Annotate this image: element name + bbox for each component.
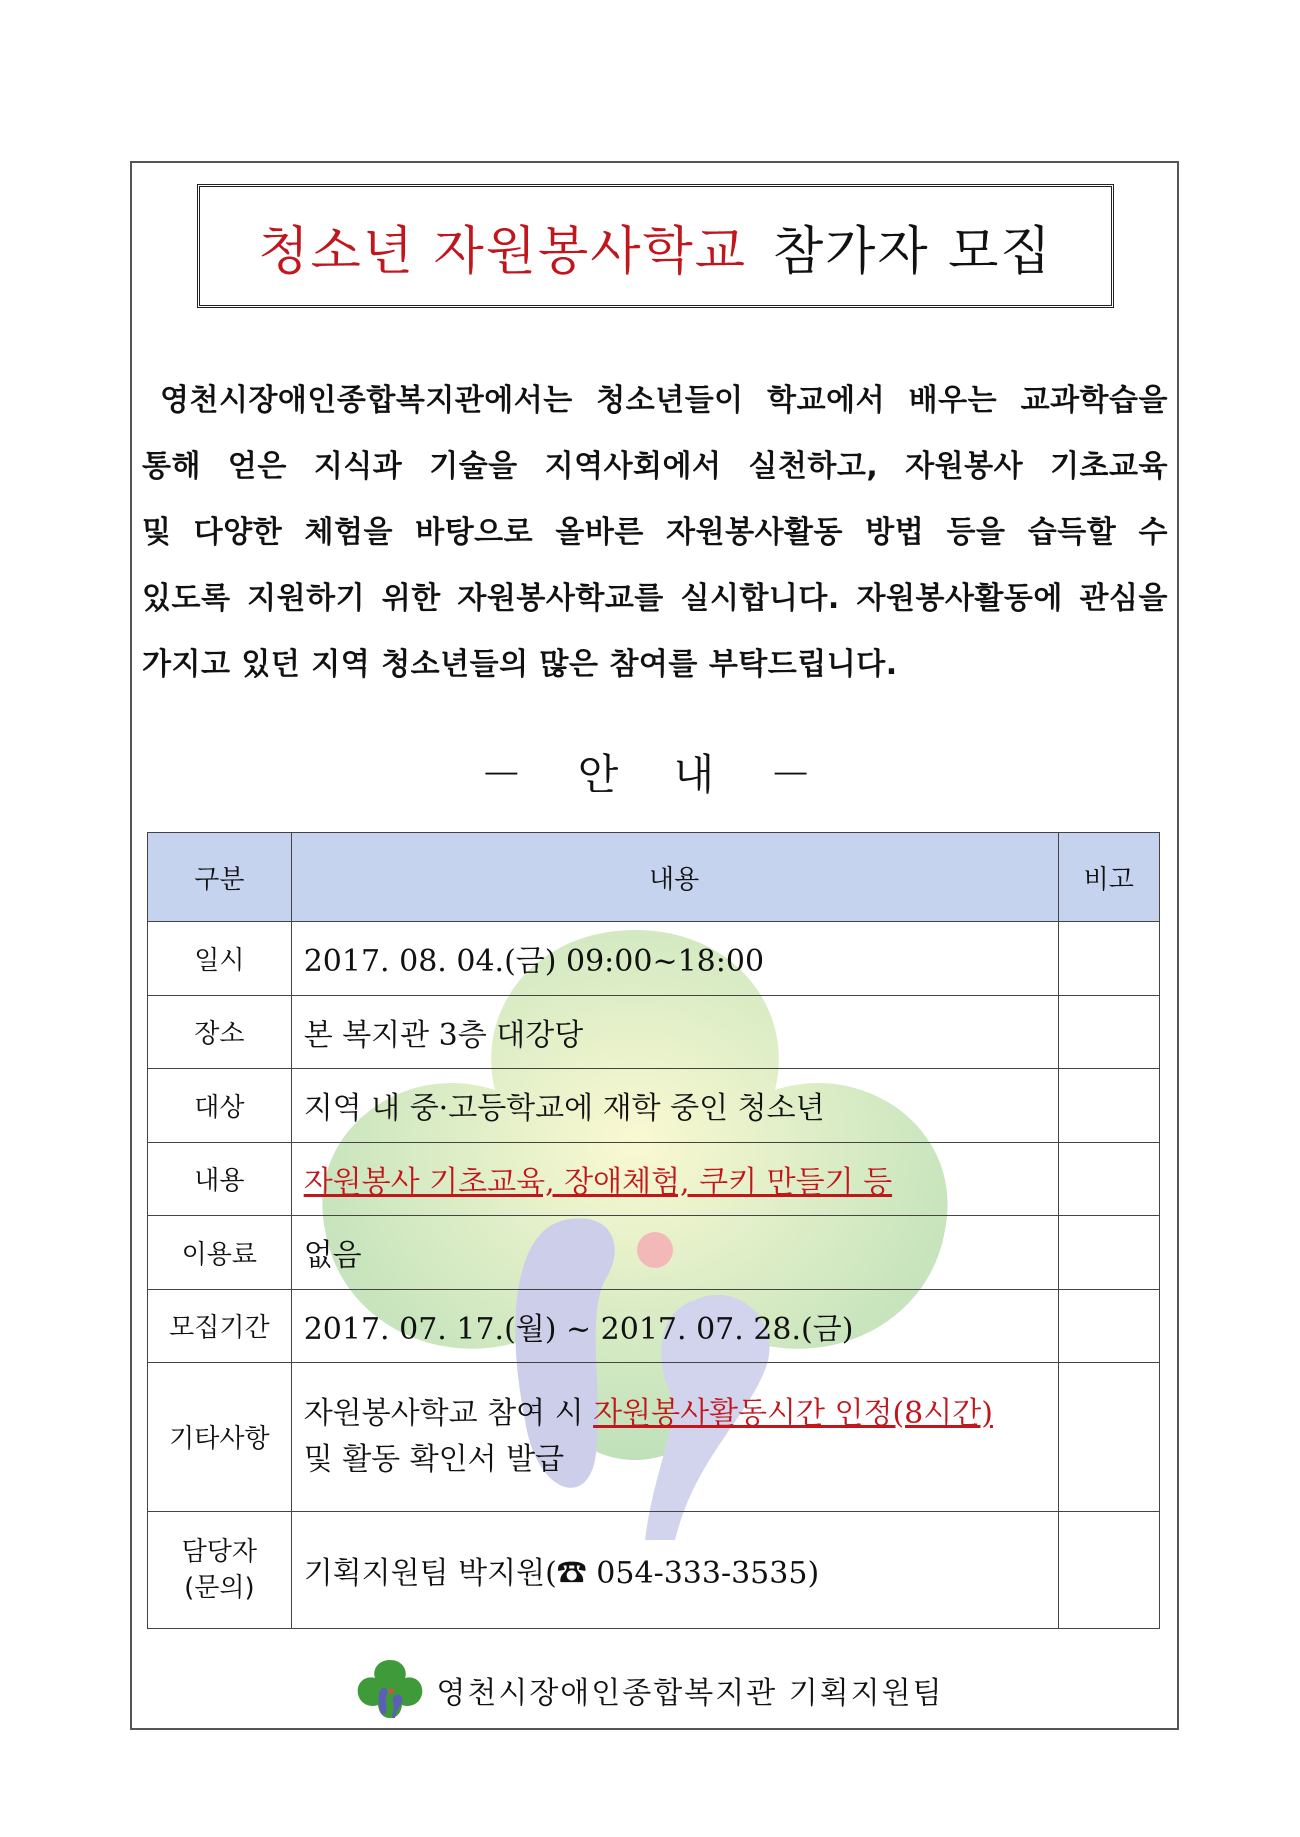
info-table — [147, 832, 1160, 1629]
intro-line: 통해 얻은 지식과 기술을 지역사회에서 실천하고, 자원봉사 기초교육 — [142, 449, 1168, 484]
header-note: 비고 — [1058, 833, 1159, 922]
table-row — [148, 1289, 1160, 1363]
table-header-row — [148, 833, 1160, 922]
row-label: 모집기간 — [148, 1289, 292, 1363]
table-row — [148, 1069, 1160, 1143]
row-content: 없음 — [291, 1216, 1058, 1290]
row-content: 2017. 08. 04.(금) 09:00~18:00 — [291, 922, 1058, 996]
row-note — [1058, 1363, 1159, 1512]
row-content: 본 복지관 3층 대강당 — [291, 995, 1058, 1069]
intro-line: 있도록 지원하기 위한 자원봉사학교를 실시합니다. 자원봉사활동에 관심을 — [142, 581, 1168, 616]
row-label: 담당자 — [181, 1536, 258, 1567]
row-label-cell — [148, 1511, 292, 1628]
row-note — [1058, 1216, 1159, 1290]
table-row — [148, 1363, 1160, 1512]
row-note — [1058, 995, 1159, 1069]
row-label: 일시 — [148, 922, 292, 996]
table-row — [148, 922, 1160, 996]
row-content: 지역 내 중·고등학교에 재학 중인 청소년 — [291, 1069, 1058, 1143]
footer-org-name: 영천시장애인종합복지관 기획지원팀 — [436, 1676, 944, 1711]
row-note — [1058, 1511, 1159, 1628]
footer — [0, 1658, 1300, 1722]
table-row — [148, 1511, 1160, 1628]
intro-paragraph — [142, 368, 1168, 698]
row-label: 내용 — [148, 1142, 292, 1216]
table-row — [148, 1216, 1160, 1290]
row-note — [1058, 922, 1159, 996]
row-content: 자원봉사 기초교육, 장애체험, 쿠키 만들기 등 — [303, 1164, 893, 1200]
row-content-highlight: 자원봉사활동시간 인정(8시간) — [593, 1395, 993, 1431]
table-row — [148, 1142, 1160, 1216]
row-label: (문의) — [184, 1572, 255, 1603]
row-label: 이용료 — [148, 1216, 292, 1290]
row-content: 기획지원팀 박지원(☎ 054-333-3535) — [291, 1511, 1058, 1628]
row-content: 2017. 07. 17.(월) ~ 2017. 07. 28.(금) — [291, 1289, 1058, 1363]
row-label: 장소 — [148, 995, 292, 1069]
table-row — [148, 995, 1160, 1069]
row-note — [1058, 1069, 1159, 1143]
row-label: 기타사항 — [148, 1363, 292, 1512]
row-content: 자원봉사학교 참여 시 — [303, 1395, 594, 1431]
row-label: 대상 — [148, 1069, 292, 1143]
clover-person-logo-icon — [356, 1658, 424, 1722]
row-content: 및 활동 확인서 발급 — [303, 1441, 565, 1477]
row-content-cell — [291, 1142, 1058, 1216]
header-content: 내용 — [291, 833, 1058, 922]
intro-line: 가지고 있던 지역 청소년들의 많은 참여를 부탁드립니다. — [142, 647, 898, 682]
title-highlight: 청소년 자원봉사학교 — [258, 221, 747, 282]
title-rest: 참가자 모집 — [772, 221, 1053, 282]
intro-line: 및 다양한 체험을 바탕으로 올바른 자원봉사활동 방법 등을 습득할 수 — [142, 515, 1168, 550]
header-category: 구분 — [148, 833, 292, 922]
row-content-cell — [291, 1363, 1058, 1512]
row-note — [1058, 1142, 1159, 1216]
intro-line: 영천시장애인종합복지관에서는 청소년들이 학교에서 배우는 교과학습을 — [160, 383, 1168, 418]
page-title — [197, 184, 1114, 308]
section-heading: － 안 내 － — [480, 750, 820, 799]
row-note — [1058, 1289, 1159, 1363]
